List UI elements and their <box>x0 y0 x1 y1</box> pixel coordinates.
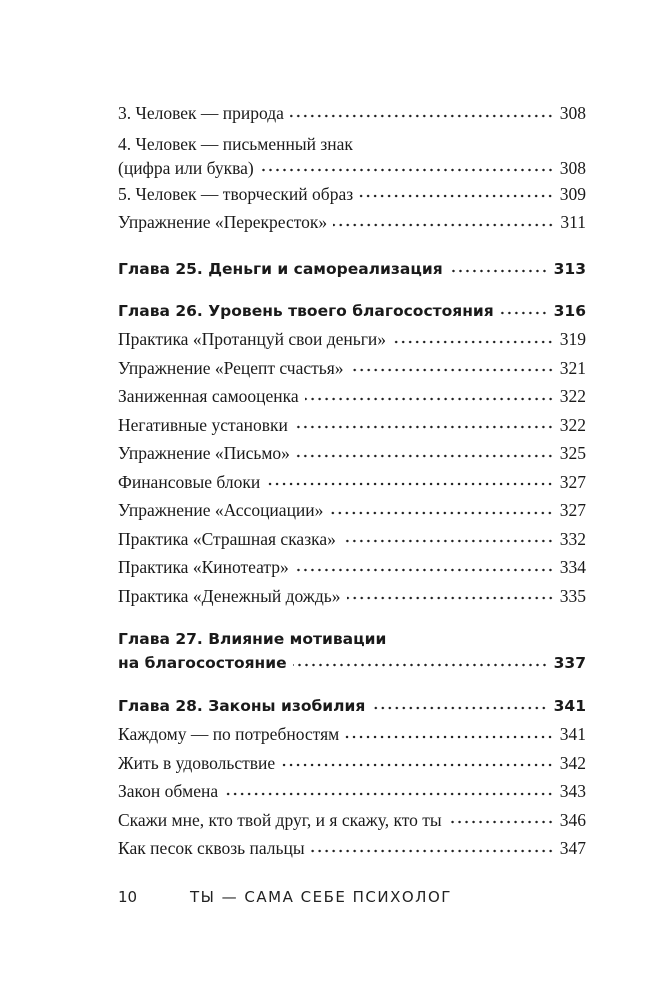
entry-row <box>118 325 586 354</box>
entry-title-line: Глава 27. Влияние мотивации <box>118 629 387 648</box>
dot-leader <box>392 325 554 354</box>
entry-row <box>118 156 586 180</box>
entry-row <box>118 354 586 383</box>
toc-entry <box>118 325 586 354</box>
entry-row <box>118 297 586 326</box>
toc-entry <box>118 496 586 525</box>
toc-entry <box>118 132 586 180</box>
toc-entry <box>118 806 586 835</box>
entry-page-number: 335 <box>559 585 586 606</box>
entry-title: Практика «Страшная сказка» <box>118 528 336 549</box>
entry-title: Каждому — по потребностям <box>118 724 340 744</box>
entry-title: Практика «Кинотеатр» <box>118 557 289 577</box>
dot-leader <box>347 582 554 611</box>
toc-chapter-entry <box>118 692 586 721</box>
entry-row <box>118 439 586 468</box>
entry-page-number: 347 <box>559 838 586 858</box>
toc-entry <box>118 834 586 863</box>
entry-title: Финансовые блоки <box>118 471 261 492</box>
entry-row <box>118 180 586 209</box>
entry-row <box>118 720 586 749</box>
toc-entry <box>118 99 586 128</box>
toc-entry <box>118 180 586 209</box>
entry-page-number: 321 <box>559 357 586 378</box>
toc-entry <box>118 777 586 806</box>
dot-leader <box>293 651 548 675</box>
entry-title: Негативные установки <box>118 414 288 435</box>
entry-row <box>118 208 586 237</box>
entry-title: Глава 28. Законы изобилия <box>118 696 366 715</box>
entry-page-number: 311 <box>560 212 586 232</box>
entry-page-number: 332 <box>559 528 586 549</box>
dot-leader <box>333 208 554 237</box>
entry-row <box>118 525 586 554</box>
entry-title: Упражнение «Перекресток» <box>118 212 328 232</box>
entry-page-number: 313 <box>553 259 586 278</box>
toc-entry <box>118 354 586 383</box>
dot-leader <box>311 834 554 863</box>
entry-title: Заниженная самооценка <box>118 386 299 406</box>
entry-title: Упражнение «Ассоциации» <box>118 500 324 520</box>
dot-leader <box>350 354 554 383</box>
dot-leader <box>329 496 553 525</box>
entry-page-number: 308 <box>559 157 586 178</box>
dot-leader <box>448 806 554 835</box>
page-number: 10 <box>118 888 138 906</box>
entry-title: Как песок сквозь пальцы <box>118 838 305 858</box>
dot-leader <box>305 382 554 411</box>
dot-leader <box>294 411 554 440</box>
entry-title: Скажи мне, кто твой друг, и я скажу, кто ты <box>118 809 442 830</box>
dot-leader <box>345 720 554 749</box>
dot-leader <box>449 255 548 284</box>
toc-entry <box>118 749 586 778</box>
dot-leader <box>295 553 554 582</box>
entry-row <box>118 99 586 128</box>
entry-page-number: 343 <box>559 781 586 801</box>
entry-page-number: 309 <box>559 183 586 204</box>
toc-chapter-entry <box>118 627 586 675</box>
toc-entry <box>118 553 586 582</box>
entry-row <box>118 651 586 675</box>
entry-page-number: 337 <box>553 653 586 672</box>
entry-page-number: 316 <box>553 301 586 320</box>
entry-page-number: 341 <box>553 696 586 715</box>
entry-page-number: 346 <box>559 809 586 830</box>
entry-row <box>118 255 586 284</box>
entry-row <box>118 496 586 525</box>
toc-entry <box>118 720 586 749</box>
entry-title: Глава 26. Уровень твоего благосостояния <box>118 301 494 320</box>
dot-leader <box>296 439 554 468</box>
dot-leader <box>290 99 554 128</box>
entry-row <box>118 692 586 721</box>
entry-page-number: 342 <box>559 752 586 773</box>
toc-entry <box>118 411 586 440</box>
dot-leader <box>500 297 548 326</box>
entry-title-continuation: (цифра или буква) <box>118 157 254 178</box>
entry-title-continuation: на благосостояние <box>118 653 287 672</box>
entry-title: Закон обмена <box>118 781 219 801</box>
toc-entry <box>118 208 586 237</box>
entry-title: Практика «Протанцуй свои деньги» <box>118 329 387 349</box>
toc-chapter-entry <box>118 297 586 326</box>
entry-row <box>118 411 586 440</box>
toc-entry <box>118 525 586 554</box>
entry-row <box>118 749 586 778</box>
entry-page-number: 327 <box>559 471 586 492</box>
dot-leader <box>260 156 554 180</box>
entry-page-number: 322 <box>559 386 586 406</box>
entry-row <box>118 777 586 806</box>
toc-entry <box>118 382 586 411</box>
entry-row <box>118 553 586 582</box>
table-of-contents <box>118 99 586 863</box>
entry-row <box>118 582 586 611</box>
entry-row <box>118 382 586 411</box>
entry-title: Практика «Денежный дождь» <box>118 585 341 606</box>
running-title: ТЫ — САМА СЕБЕ ПСИХОЛОГ <box>190 888 452 906</box>
entry-title-line: 4. Человек — письменный знак <box>118 133 353 154</box>
entry-page-number: 325 <box>559 443 586 463</box>
entry-title: 3. Человек — природа <box>118 103 284 123</box>
entry-page-number: 334 <box>559 557 586 577</box>
entry-page-number: 319 <box>559 329 586 349</box>
entry-title: 5. Человек — творческий образ <box>118 183 354 204</box>
entry-title: Жить в удовольствие <box>118 752 276 773</box>
entry-page-number: 308 <box>559 103 586 123</box>
entry-row <box>118 468 586 497</box>
dot-leader <box>371 692 547 721</box>
entry-row <box>118 834 586 863</box>
dot-leader <box>266 468 554 497</box>
toc-entry <box>118 439 586 468</box>
entry-page-number: 322 <box>559 414 586 435</box>
dot-leader <box>359 180 554 209</box>
entry-row <box>118 806 586 835</box>
dot-leader <box>224 777 554 806</box>
entry-title: Глава 25. Деньги и самореализация <box>118 259 443 278</box>
entry-page-number: 341 <box>559 724 586 744</box>
toc-entry <box>118 582 586 611</box>
dot-leader <box>342 525 554 554</box>
toc-chapter-entry <box>118 255 586 284</box>
entry-title: Упражнение «Рецепт счастья» <box>118 357 344 378</box>
entry-page-number: 327 <box>559 500 586 520</box>
dot-leader <box>281 749 554 778</box>
toc-entry <box>118 468 586 497</box>
entry-title: Упражнение «Письмо» <box>118 443 290 463</box>
